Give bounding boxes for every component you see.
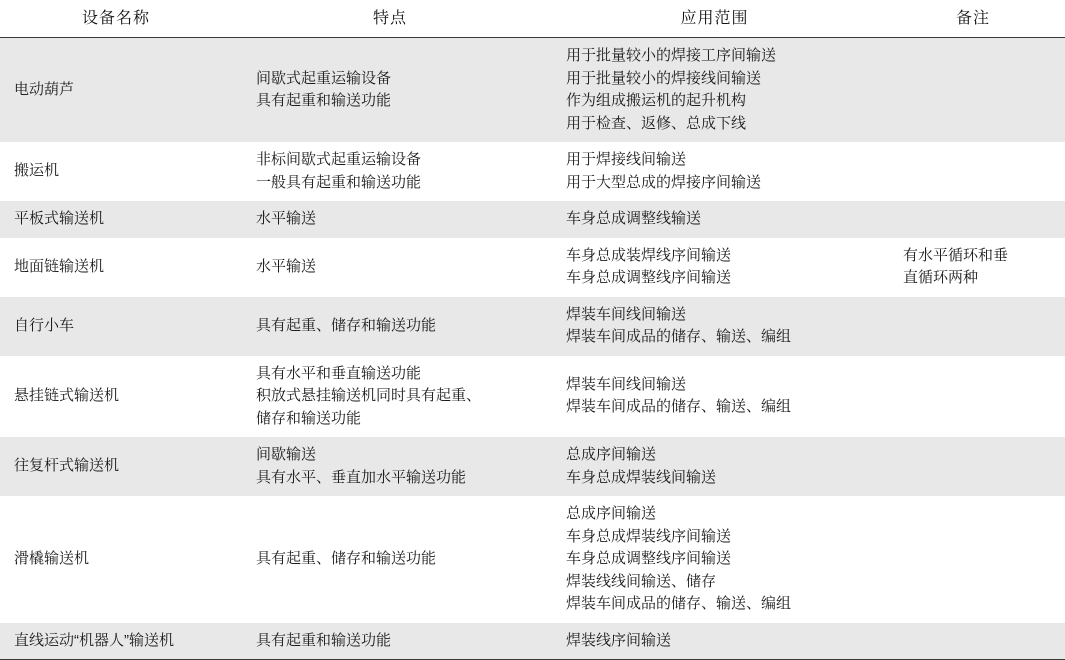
cell-note [881,437,1065,496]
cell-line: 水平输送 [256,210,317,227]
cell-line: 悬挂链式输送机 [14,387,120,404]
cell-line: 车身总成调整线序间输送 [566,269,732,286]
table-header-row [0,0,1065,38]
cell-line: 用于检查、返修、总成下线 [566,114,747,132]
cell-line: 用于大型总成的焊接序间输送 [566,173,762,191]
cell-feature [232,437,548,496]
cell-line: 焊装线序间输送 [566,631,672,649]
cell-scope [548,201,881,238]
cell-line: 平板式输送机 [14,210,105,227]
cell-note [881,623,1065,660]
cell-scope [548,142,881,201]
cell-line: 有水平循环和垂 [903,246,1009,264]
cell-line: 储存和输送功能 [256,409,362,427]
cell-scope [548,238,881,297]
cell-line: 车身总成装焊线序间输送 [566,246,732,264]
cell-equipment-name [0,297,232,356]
cell-line: 自行小车 [14,316,75,334]
cell-line: 具有起重、储存和输送功能 [256,550,437,567]
cell-feature [232,496,548,623]
cell-line: 用于批量较小的焊接工序间输送 [566,47,777,64]
cell-line: 具有水平、垂直加水平输送功能 [256,468,467,486]
table-row [0,201,1065,238]
cell-note [881,201,1065,238]
cell-line: 用于焊接线间输送 [566,151,687,168]
cell-line: 车身总成焊装线序间输送 [566,527,732,545]
cell-feature [232,142,548,201]
table-row [0,297,1065,356]
cell-line: 间歇式起重运输设备 [256,69,392,87]
table-row [0,496,1065,623]
cell-line: 用于批量较小的焊接线间输送 [566,69,762,87]
cell-note [881,238,1065,297]
cell-scope [548,297,881,356]
cell-line: 焊装车间线间输送 [566,305,687,323]
table-row [0,38,1065,143]
cell-line: 直线运动“机器人”输送机 [14,631,174,649]
column-header-note: 备注 [881,0,1065,38]
cell-line: 搬运机 [14,162,60,180]
cell-equipment-name [0,496,232,623]
table-header [0,0,1065,38]
cell-feature [232,201,548,238]
cell-line: 车身总成焊装线间输送 [566,468,717,486]
cell-note [881,496,1065,623]
cell-feature [232,623,548,660]
cell-equipment-name [0,238,232,297]
cell-line: 作为组成搬运机的起升机构 [566,92,747,109]
cell-line: 具有水平和垂直输送功能 [256,364,422,382]
cell-note [881,38,1065,143]
cell-equipment-name [0,142,232,201]
cell-line: 非标间歇式起重运输设备 [256,151,422,168]
table-row [0,437,1065,496]
cell-feature [232,238,548,297]
cell-line: 积放式悬挂输送机同时具有起重、 [256,387,482,404]
cell-line: 车身总成调整线输送 [566,210,702,227]
table-body [0,38,1065,660]
cell-equipment-name [0,356,232,438]
column-header-scope: 应用范围 [548,0,881,38]
column-header-name: 设备名称 [0,0,232,38]
cell-feature [232,297,548,356]
cell-note [881,356,1065,438]
cell-note [881,297,1065,356]
cell-scope [548,356,881,438]
cell-scope [548,496,881,623]
cell-scope [548,623,881,660]
cell-scope [548,38,881,143]
table-row [0,142,1065,201]
cell-line: 水平输送 [256,257,317,275]
cell-line: 焊装车间成品的储存、输送、编组 [566,595,792,612]
cell-line: 焊装车间成品的储存、输送、编组 [566,398,792,416]
cell-line: 直循环两种 [903,269,979,286]
cell-line: 电动葫芦 [14,80,75,98]
cell-line: 滑橇输送机 [14,550,90,567]
column-header-feature: 特点 [232,0,548,38]
table-row [0,238,1065,297]
cell-line: 焊装线线间输送、储存 [566,572,717,590]
cell-line: 一般具有起重和输送功能 [256,173,422,191]
cell-line: 总成序间输送 [566,505,657,522]
cell-scope [548,437,881,496]
cell-feature [232,356,548,438]
cell-equipment-name [0,623,232,660]
cell-line: 车身总成调整线序间输送 [566,550,732,567]
cell-line: 焊装车间成品的储存、输送、编组 [566,328,792,345]
cell-line: 焊装车间线间输送 [566,375,687,393]
cell-line: 具有起重、储存和输送功能 [256,316,437,334]
cell-line: 地面链输送机 [14,257,105,275]
cell-equipment-name [0,201,232,238]
cell-line: 间歇输送 [256,446,317,463]
cell-line: 往复杆式输送机 [14,457,120,475]
cell-equipment-name [0,437,232,496]
cell-line: 具有起重和输送功能 [256,92,392,109]
cell-line: 总成序间输送 [566,446,657,463]
table-row [0,623,1065,660]
cell-feature [232,38,548,143]
table-row [0,356,1065,438]
cell-line: 具有起重和输送功能 [256,631,392,649]
cell-note [881,142,1065,201]
cell-equipment-name [0,38,232,143]
